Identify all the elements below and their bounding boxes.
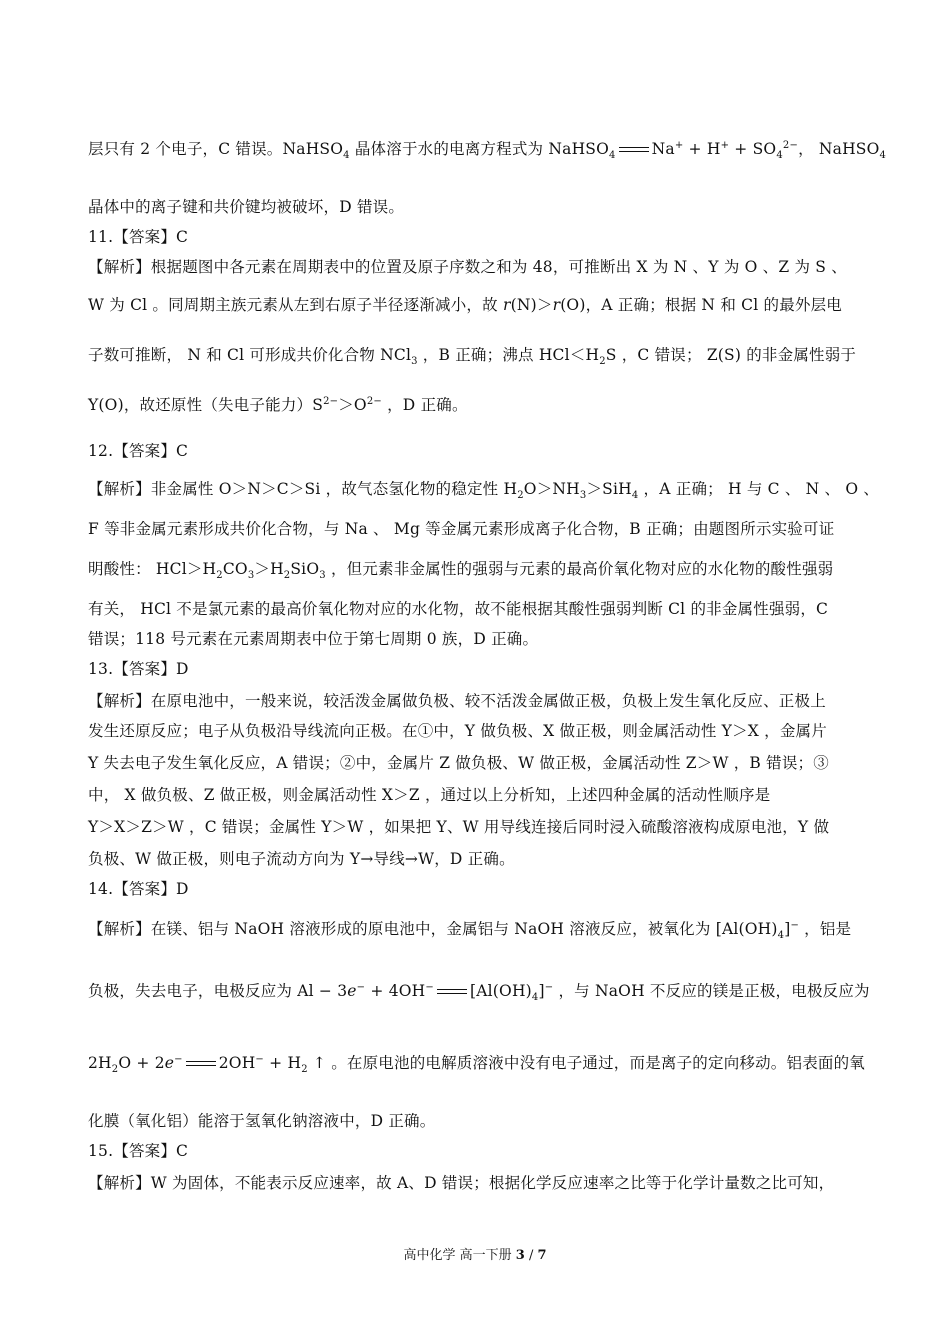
text-line: 有关， HCl 不是氯元素的最高价氧化物对应的水化物，故不能根据其酸性强弱判断 Cl 的非金属性强弱，C [88, 600, 829, 618]
footer-label: 高中化学 高一下册 [403, 1248, 512, 1263]
text-line: 【解析】在镁、铝与 NaOH 溶液形成的原电池中，金属铝与 NaOH 溶液反应，被氧化为 $[Al(OH)_4]^-$ ，铝是 [88, 919, 852, 942]
text-line: F 等非金属元素形成共价化合物，与 Na 、 Mg 等金属元素形成离子化合物，B 正确；由题图所示实验可证 [88, 520, 835, 538]
text-line: 错误；118 号元素在元素周期表中位于第七周期 0 族，D 正确。 [88, 630, 539, 648]
text-line: 【解析】根据题图中各元素在周期表中的位置及原子序数之和为 48，可推断出 X 为 N 、Y 为 O 、Z 为 S 、 [88, 258, 847, 276]
text-line: 层只有 2 个电子，C 错误。NaHSO$_4$ 晶体溶于水的电离方程式为 NaHSO$_4$ $Na^+ + H^+ + SO_4^{2-}$， NaHSO$_4$ [88, 139, 887, 162]
text-line: 负极、W 做正极，则电子流动方向为 Y→导线→W，D 正确。 [88, 850, 515, 868]
text-line: 发生还原反应；电子从负极沿导线流向正极。在①中，Y 做负极、X 做正极，则金属活动性 Y＞X ，金属片 [88, 722, 827, 740]
text-line: 中， X 做负极、Z 做正极，则金属活动性 X＞Z ，通过以上分析知，上述四种金属的活动性顺序是 [88, 786, 771, 804]
text-line: 明酸性： $HCl>H_2CO_3>H_2SiO_3$ ，但元素非金属性的强弱与元素的最高价氧化物对应的水化物的酸性强弱 [88, 560, 834, 582]
text-line: Y＞X＞Z＞W ，C 错误；金属性 Y＞W ，如果把 Y、W 用导线连接后同时浸入硫酸溶液构成原电池，Y 做 [88, 818, 830, 836]
text-line: 负极，失去电子，电极反应为 Al − 3e− + 4OH− $[Al(OH)_4]^-$ ，与 NaOH 不反应的镁是正极，电极反应为 [88, 981, 870, 1004]
text-line: 14.【答案】D [88, 880, 189, 898]
text-line: 12.【答案】C [88, 442, 189, 460]
text-line: 子数可推断， N 和 Cl 可形成共价化合物 NCl$_3$ ，B 正确；沸点 $HCl<H_2S$ ，C 错误； Z(S) 的非金属性弱于 [88, 346, 857, 368]
page-footer [0, 1244, 950, 1263]
text-line: 【解析】非金属性 O＞N＞C＞Si ，故气态氢化物的稳定性 $H_2O>NH_3>SiH_4$ ，A 正确； H 与 C 、 N 、 O 、 [88, 480, 880, 502]
text-line: 【解析】在原电池中，一般来说，较活泼金属做负极、较不活泼金属做正极，负极上发生氧化反应、正极上 [88, 692, 826, 710]
text-line: 【解析】W 为固体，不能表示反应速率，故 A、D 错误；根据化学反应速率之比等于化学计量数之比可知， [88, 1174, 835, 1192]
page-number: 3 [515, 1248, 525, 1263]
text-line: Y 失去电子发生氧化反应，A 错误；②中，金属片 Z 做负极、W 做正极，金属活动性 Z＞W ，B 错误；③ [88, 754, 829, 772]
page-total: 7 [537, 1248, 547, 1263]
page-separator: / [528, 1248, 534, 1263]
text-line: W 为 Cl 。同周期主族元素从左到右原子半径逐渐减小，故 r(N)＞r(O)，A 正确；根据 N 和 Cl 的最外层电 [88, 296, 842, 314]
text-line: 晶体中的离子键和共价键均被破坏，D 错误。 [88, 198, 405, 216]
text-line: 化膜（氧化铝）能溶于氢氧化钠溶液中，D 正确。 [88, 1112, 436, 1130]
text-line: $2H_2O + 2e^-$ $2OH^- + H_2$ ↑ 。在原电池的电解质溶液中没有电子通过，而是离子的定向移动。铝表面的氧 [88, 1053, 865, 1076]
text-line: 13.【答案】D [88, 660, 189, 678]
text-line: Y(O)，故还原性（失电子能力）$S^{2-}>O^{2-}$ ，D 正确。 [88, 395, 468, 414]
text-line: 15.【答案】C [88, 1142, 189, 1160]
text-line: 11.【答案】C [88, 228, 189, 246]
